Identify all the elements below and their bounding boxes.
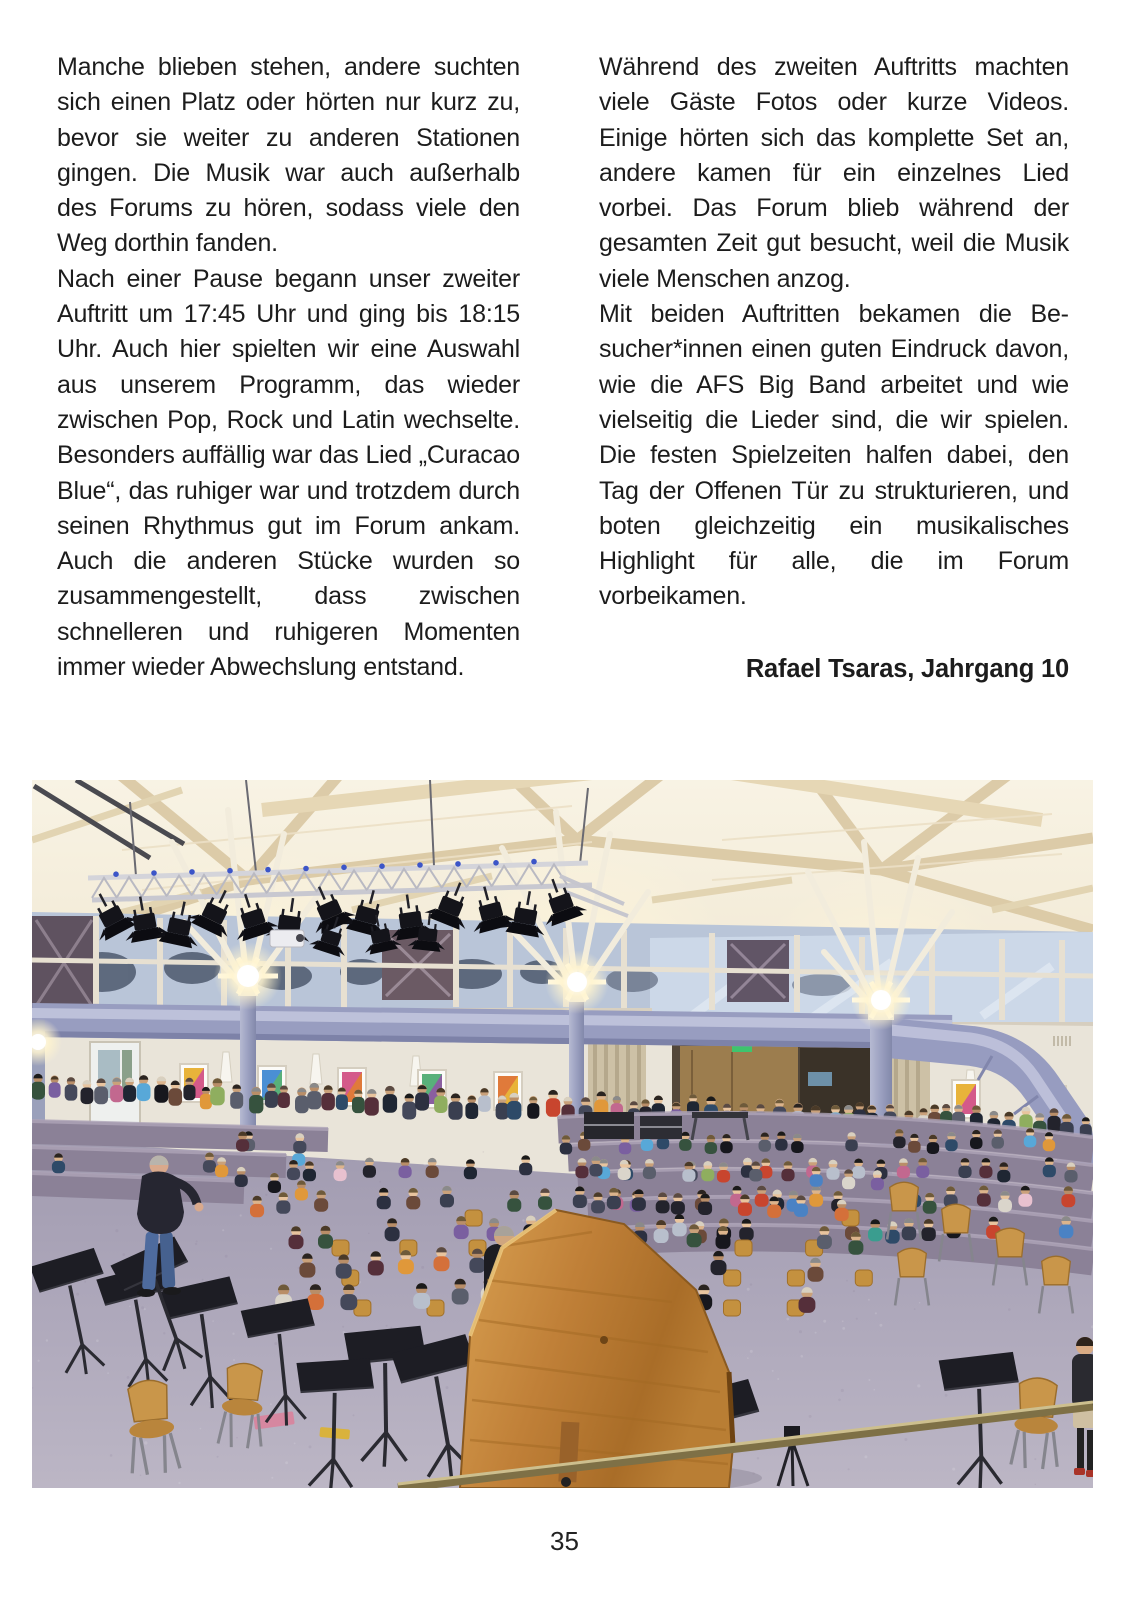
concert-hall-photo-svg — [32, 780, 1093, 1488]
paragraph: Während des zweiten Auftritts machten viele Gäste Fotos oder kurze Videos. Einige hörten sich das komplette Set an, andere kamen für ein einzelnes Lied vorbei. Das Forum blieb während der gesamten Zeit gut besucht, weil die Musik viele Menschen anzog. — [599, 53, 1069, 293]
paragraph: Mit beiden Auftritten bekamen die Besucher*innen einen guten Eindruck davon, wie die AFS Big Band arbeitet und wie vielseitig die Lieder sind, die wir spielen. Die festen Spielzeiten halfen dabei, den Tag der Offenen Tür zu strukturieren, und boten gleichzeitig ein musikalisches Highlight für alle, die im Forum vorbeikamen. — [599, 300, 1069, 611]
concert-hall-photo — [32, 780, 1093, 1488]
paragraph: Nach einer Pause begann unser zweiter Auftritt um 17:45 Uhr und ging bis 18:15 Uhr. Auch hier spielten wir eine Auswahl aus unserem Programm, das wieder zwischen Pop, Rock und Latin wechselte. Besonders auffällig war das Lied „Curacao Blue“, das ruhiger war und trotzdem durch seinen Rhythmus gut im Forum ankam. Auch die anderen Stücke wurden so zusammengestellt, dass zwischen schnelleren und ruhigeren Momenten immer wieder Abwechslung entstand. — [57, 264, 520, 682]
page-number: 35 — [550, 1526, 579, 1556]
paragraph: Manche blieben stehen, andere suchten sich einen Platz oder hörten nur kurz zu, bevor sie weiter zu anderen Stationen gingen. Die Musik war auch außerhalb des Forums zu hören, sodass viele den Weg dorthin fanden. — [57, 53, 520, 258]
article-column-right — [599, 50, 1069, 687]
article-byline: Rafael Tsaras, Jahrgang 10 — [745, 654, 1069, 683]
article-column-left — [57, 50, 520, 685]
